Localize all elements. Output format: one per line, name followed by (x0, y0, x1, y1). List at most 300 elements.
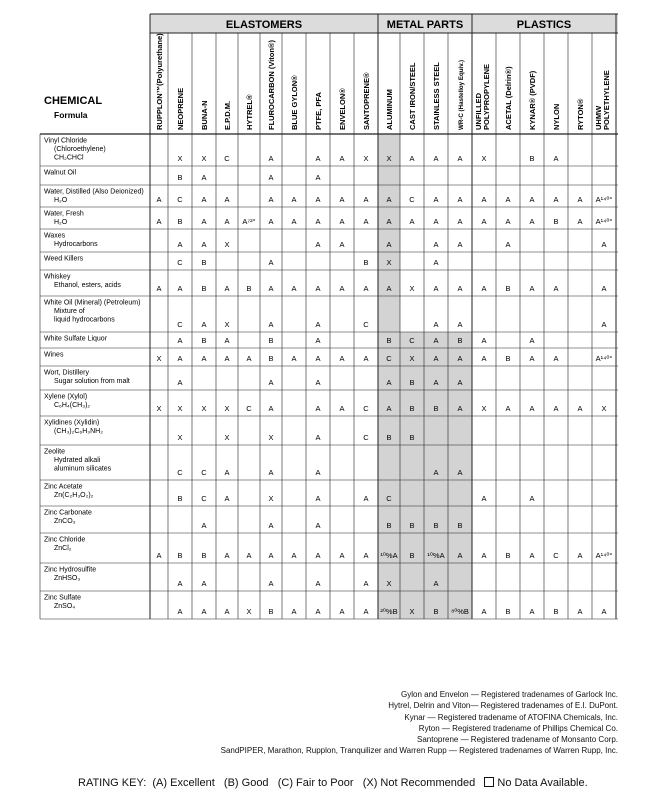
rating-cell: A (363, 551, 369, 560)
rating-cell: C (409, 195, 415, 204)
rating-cell: X (177, 154, 183, 163)
column-header: SANTOPRENE® (362, 72, 371, 130)
rating-cell: A (156, 551, 162, 560)
rating-cell: A (433, 579, 439, 588)
column-header: ALUMINUM (385, 89, 394, 130)
rating-cell: A (433, 258, 439, 267)
rating-cell: A (201, 173, 207, 182)
rating-cell: B (433, 521, 439, 530)
rating-cell: A (315, 551, 321, 560)
chemical-name: liquid hydrocarbons (54, 316, 115, 324)
rating-cell: B (505, 551, 511, 560)
rating-cell: A (291, 551, 297, 560)
rating-cell: A (268, 320, 274, 329)
chemical-name: ZnHSO₃ (54, 575, 81, 583)
column-header: POLYETHYLENE (602, 70, 611, 130)
rating-cell: B (246, 284, 252, 293)
rating-cell: A (201, 217, 207, 226)
rating-cell: A (339, 354, 345, 363)
rating-cell: ¹⁰%A (380, 551, 398, 560)
rating-cell: X (224, 320, 230, 329)
rating-cell: C (363, 320, 369, 329)
trademark-line: SandPIPER, Marathon, Rupplon, Tranquilizer and Warren Rupp — Registered tradenames of Warren Rupp, Inc. (220, 746, 618, 756)
rating-cell: A (529, 354, 535, 363)
rating-cell: A (386, 284, 392, 293)
rating-cell: A (246, 354, 252, 363)
rating-cell: A¹⁴⁰° (595, 354, 613, 363)
column-header: FLUROCARBON (Viton®) (267, 40, 276, 130)
rating-cell: X (409, 284, 415, 293)
rating-cell: X (224, 433, 230, 442)
rating-cell: A (386, 404, 392, 413)
column-header: ACETAL (Delrin®) (504, 66, 513, 130)
chemical-name: Whiskey (44, 273, 71, 281)
rating-cell: ²⁰%B (380, 607, 398, 616)
rating-cell: C (177, 468, 183, 477)
rating-cell: A (291, 284, 297, 293)
rating-cell: X (386, 579, 392, 588)
rating-cell: A (601, 607, 607, 616)
rating-cell: A (577, 551, 583, 560)
chemical-header: CHEMICAL (44, 95, 103, 107)
chemical-name: ZnSO₄ (54, 603, 76, 611)
chemical-name: Ethanol, esters, acids (54, 282, 121, 290)
rating-cell: A (224, 468, 230, 477)
chemical-name: aluminum silicates (54, 465, 112, 473)
chemical-name: H₂O (54, 197, 68, 205)
rating-cell: A (224, 217, 230, 226)
rating-cell: X (409, 607, 415, 616)
rating-cell: B (386, 521, 392, 530)
rating-cell: A (339, 217, 345, 226)
trademark-line: Santoprene — Registered tradename of Monsanto Corp. (416, 735, 618, 745)
rating-cell: X (386, 154, 392, 163)
rating-cell: A (433, 240, 439, 249)
aluminum-shading (378, 296, 400, 332)
rating-cell: A (529, 336, 535, 345)
rating-cell: X (481, 154, 487, 163)
rating-cell: B (409, 551, 415, 560)
rating-cell: C (177, 195, 183, 204)
rating-cell: A (601, 240, 607, 249)
column-header: E.P.D.M. (223, 100, 232, 130)
column-header: WR-C (Hastelloy Equiv.) (458, 59, 465, 130)
rating-cell: C (409, 336, 415, 345)
column-header: PTFE, PFA (314, 92, 323, 130)
rating-cell: A⁷²° (242, 217, 256, 226)
rating-cell: A (481, 494, 487, 503)
column-header: CAST IRON/STEEL (408, 62, 417, 130)
rating-key-item: (C) Fair to Poor (277, 777, 354, 789)
rating-cell: A (315, 378, 321, 387)
rating-cell: A (315, 173, 321, 182)
rating-cell: A (433, 354, 439, 363)
rating-cell: A (433, 336, 439, 345)
rating-cell: A (268, 579, 274, 588)
rating-cell: A (481, 217, 487, 226)
trademark-notes (150, 689, 618, 757)
rating-cell: C (224, 154, 230, 163)
rating-cell: A (553, 284, 559, 293)
rating-cell: A (268, 173, 274, 182)
chemical-name: Zinc Hydrosulfite (44, 566, 97, 574)
rating-cell: A (433, 284, 439, 293)
rating-cell: X (268, 494, 274, 503)
rating-cell: B (268, 607, 274, 616)
rating-cell: A (339, 551, 345, 560)
rating-cell: B (386, 336, 392, 345)
rating-cell: X (601, 404, 607, 413)
rating-cell: A (601, 320, 607, 329)
rating-cell: ⁸⁰%B (451, 607, 469, 616)
rating-cell: A (177, 240, 183, 249)
column-header: BLUE GYLON® (290, 75, 299, 130)
rating-cell: A (457, 468, 463, 477)
rating-cell: A (529, 284, 535, 293)
no-data-box-icon (484, 777, 494, 787)
rating-cell: A (457, 195, 463, 204)
rating-key-no-data: No Data Available. (497, 777, 588, 789)
rating-cell: C (363, 433, 369, 442)
chemical-name: Wort, Distillery (44, 369, 89, 377)
rating-cell: A (457, 217, 463, 226)
rating-cell: A (177, 354, 183, 363)
chemical-name: Hydrated alkali (54, 457, 101, 465)
rating-cell: A (315, 579, 321, 588)
chemical-name: Zinc Acetate (44, 483, 83, 491)
rating-cell: B (457, 521, 463, 530)
rating-cell: X (224, 404, 230, 413)
chemical-name: CH₂CHCl (54, 154, 84, 162)
rating-cell: X (363, 154, 369, 163)
rating-cell: A (481, 195, 487, 204)
rating-cell: B (409, 378, 415, 387)
rating-cell: B (529, 154, 535, 163)
rating-cell: C (363, 404, 369, 413)
column-header: RYTON® (576, 98, 585, 130)
rating-cell: B (505, 284, 511, 293)
rating-cell: A (363, 284, 369, 293)
rating-cell: A (315, 354, 321, 363)
chemical-name: Waxes (44, 232, 66, 240)
rating-cell: A (156, 195, 162, 204)
column-header: ENVELON® (338, 88, 347, 130)
rating-cell: B (268, 336, 274, 345)
rating-cell: X (246, 607, 252, 616)
chemical-name: Sugar solution from malt (54, 378, 130, 386)
column-header: STAINLESS STEEL (432, 62, 441, 130)
rating-cell: A (268, 154, 274, 163)
rating-cell: A (601, 284, 607, 293)
rating-cell: A (201, 354, 207, 363)
rating-cell: A (268, 468, 274, 477)
rating-cell: A (505, 217, 511, 226)
chemical-name: Vinyl Chloride (44, 137, 88, 145)
rating-cell: X (268, 433, 274, 442)
rating-cell: A (553, 404, 559, 413)
column-header: UHMW (594, 105, 603, 130)
rating-cell: B (177, 494, 183, 503)
rating-cell: B (201, 284, 207, 293)
rating-cell: A (457, 240, 463, 249)
chemical-name: H₂O (54, 219, 68, 227)
rating-cell: A (268, 521, 274, 530)
rating-cell: B (505, 354, 511, 363)
column-header: BUNA-N (200, 100, 209, 130)
rating-cell: A (291, 607, 297, 616)
rating-cell: A (224, 195, 230, 204)
rating-cell: A (315, 336, 321, 345)
group-label: PLASTICS (516, 19, 572, 31)
rating-cell: A (315, 607, 321, 616)
trademark-line: Hytrel, Delrin and Viton— Registered tradenames of E.I. DuPont. (388, 701, 618, 711)
rating-cell: A (457, 320, 463, 329)
rating-cell: A (457, 154, 463, 163)
rating-cell: ¹⁰%A (427, 551, 445, 560)
rating-cell: A (457, 551, 463, 560)
rating-cell: A (363, 494, 369, 503)
rating-cell: B (553, 607, 559, 616)
rating-cell: A (457, 354, 463, 363)
rating-cell: B (409, 521, 415, 530)
rating-cell: A (268, 404, 274, 413)
rating-cell: A (291, 195, 297, 204)
chemical-name: ZnCl₂ (54, 545, 72, 553)
rating-cell: A (315, 404, 321, 413)
rating-cell: A (457, 404, 463, 413)
rating-cell: A (386, 378, 392, 387)
rating-cell: C (386, 494, 392, 503)
rating-cell: A (268, 284, 274, 293)
rating-key-label: RATING KEY: (78, 777, 147, 789)
rating-cell: A (177, 284, 183, 293)
rating-cell: A (529, 217, 535, 226)
rating-cell: X (177, 404, 183, 413)
rating-cell: A (177, 378, 183, 387)
chemical-name: Zeolite (44, 448, 66, 456)
rating-cell: A (339, 154, 345, 163)
rating-cell: A (433, 468, 439, 477)
rating-cell: A (386, 217, 392, 226)
rating-cell: A (577, 195, 583, 204)
rating-cell: X (156, 404, 162, 413)
chemical-name: Hydrocarbons (54, 241, 98, 249)
rating-cell: A (156, 217, 162, 226)
rating-cell: A (481, 284, 487, 293)
rating-cell: A (529, 195, 535, 204)
rating-cell: C (386, 354, 392, 363)
rating-cell: A (224, 284, 230, 293)
rating-cell: B (409, 433, 415, 442)
rating-cell: C (177, 258, 183, 267)
rating-cell: A (268, 217, 274, 226)
rating-cell: A (553, 195, 559, 204)
rating-cell: C (553, 551, 559, 560)
rating-cell: A (339, 284, 345, 293)
rating-cell: A¹⁴⁰° (595, 195, 613, 204)
rating-cell: A (409, 154, 415, 163)
column-header: RUPPLON™(Polyurethane) (155, 33, 164, 130)
chemical-name: Xylidines (Xylidin) (44, 419, 100, 427)
rating-cell: A (201, 521, 207, 530)
rating-cell: B (201, 551, 207, 560)
rating-cell: B (201, 336, 207, 345)
rating-cell: A (339, 195, 345, 204)
rating-cell: A (315, 217, 321, 226)
chemical-name: Xylene (Xylol) (44, 393, 88, 401)
rating-cell: A (177, 336, 183, 345)
column-header: NEOPRENE (176, 87, 185, 130)
chemical-name: Weed Killers (44, 255, 84, 263)
rating-cell: A (268, 378, 274, 387)
rating-cell: A¹⁴⁰° (595, 551, 613, 560)
rating-cell: A (315, 284, 321, 293)
rating-cell: A (433, 217, 439, 226)
rating-cell: A (315, 468, 321, 477)
rating-cell: A (553, 154, 559, 163)
chemical-name: Zinc Carbonate (44, 509, 92, 517)
aluminum-shading (378, 166, 400, 185)
rating-cell: A (315, 154, 321, 163)
rating-cell: A (433, 195, 439, 204)
chemical-name: ZnCO₃ (54, 518, 76, 526)
rating-cell: A (315, 521, 321, 530)
rating-key (78, 777, 588, 789)
rating-cell: A (386, 240, 392, 249)
rating-key-item: (B) Good (223, 777, 269, 789)
rating-cell: A¹⁴⁰° (595, 217, 613, 226)
rating-cell: X (201, 404, 207, 413)
rating-cell: A (339, 404, 345, 413)
rating-cell: X (156, 354, 162, 363)
rating-cell: B (457, 336, 463, 345)
rating-cell: A (363, 607, 369, 616)
rating-cell: A (224, 607, 230, 616)
rating-cell: A (481, 607, 487, 616)
chemical-name: Mixture of (54, 308, 85, 316)
rating-cell: X (201, 154, 207, 163)
rating-cell: B (268, 354, 274, 363)
rating-cell: B (433, 404, 439, 413)
rating-cell: A (315, 494, 321, 503)
rating-cell: A (433, 320, 439, 329)
group-label: METAL PARTS (386, 19, 464, 31)
rating-cell: A (201, 240, 207, 249)
rating-cell: B (433, 607, 439, 616)
rating-cell: C (246, 404, 252, 413)
rating-cell: B (177, 551, 183, 560)
chemical-name: Zinc Sulfate (44, 594, 81, 602)
rating-cell: A (177, 579, 183, 588)
rating-cell: A (224, 551, 230, 560)
rating-cell: A (339, 240, 345, 249)
rating-cell: A (246, 551, 252, 560)
rating-cell: A (529, 404, 535, 413)
rating-cell: A (409, 217, 415, 226)
rating-key-item: (X) Not Recommended (362, 777, 476, 789)
column-header: HYTREL® (245, 94, 254, 130)
chemical-name: (Chloroethylene) (54, 146, 106, 154)
column-header: NYLON (552, 103, 561, 130)
rating-cell: A (315, 433, 321, 442)
rating-cell: A (268, 258, 274, 267)
rating-cell: A (457, 284, 463, 293)
trademark-line: Ryton — Registered tradename of Phillips Chemical Co. (418, 723, 618, 733)
rating-cell: A (505, 240, 511, 249)
rating-cell: A (315, 240, 321, 249)
rating-cell: A (433, 378, 439, 387)
rating-cell: A (457, 378, 463, 387)
rating-cell: B (177, 173, 183, 182)
rating-cell: X (409, 354, 415, 363)
rating-cell: A (363, 195, 369, 204)
rating-cell: A (363, 354, 369, 363)
rating-cell: B (386, 433, 392, 442)
trademark-line: Gylon and Envelon — Registered tradenames of Garlock Inc. (401, 690, 618, 699)
rating-cell: B (201, 258, 207, 267)
rating-cell: X (481, 404, 487, 413)
rating-cell: A (156, 284, 162, 293)
chemical-name: C₆H₄(CH₃)₂ (54, 402, 91, 410)
chemical-name: Wines (44, 351, 64, 359)
rating-cell: A (363, 579, 369, 588)
rating-cell: A (505, 404, 511, 413)
rating-cell: A (577, 607, 583, 616)
rating-cell: A (577, 217, 583, 226)
chemical-name: (CH₃)₂C₆H₃NH₂ (54, 428, 103, 436)
rating-cell: A (529, 494, 535, 503)
chemical-name: Zinc Chloride (44, 536, 86, 544)
column-header: UNFILLED (474, 92, 483, 130)
rating-cell: A (291, 354, 297, 363)
column-header: POLYPROPYLENE (482, 64, 491, 130)
rating-cell: C (201, 468, 207, 477)
rating-cell: A (481, 354, 487, 363)
trademark-line: Kynar — Registered tradename of ATOFINA Chemicals, Inc. (404, 712, 618, 722)
rating-cell: B (363, 258, 369, 267)
rating-cell: A (577, 404, 583, 413)
rating-cell: A (433, 154, 439, 163)
rating-cell: B (409, 404, 415, 413)
rating-cell: A (177, 607, 183, 616)
rating-cell: A (386, 195, 392, 204)
rating-cell: A (481, 551, 487, 560)
rating-cell: A (315, 195, 321, 204)
rating-cell: A (268, 551, 274, 560)
rating-cell: X (224, 240, 230, 249)
rating-cell: X (386, 258, 392, 267)
chemical-name: White Oil (Mineral) (Petroleum) (44, 299, 141, 307)
rating-cell: A (201, 579, 207, 588)
group-label: ELASTOMERS (225, 19, 303, 31)
chemical-name: Walnut Oil (44, 169, 77, 177)
rating-cell: A (201, 195, 207, 204)
rating-cell: A (339, 607, 345, 616)
rating-cell: C (201, 494, 207, 503)
rating-key-item: (A) Excellent (152, 777, 215, 789)
rating-cell: A (481, 336, 487, 345)
rating-cell: B (177, 217, 183, 226)
rating-cell: A (268, 195, 274, 204)
rating-cell: A (291, 217, 297, 226)
rating-cell: A (529, 551, 535, 560)
rating-cell: A (224, 336, 230, 345)
rating-cell: A (224, 494, 230, 503)
chemical-name: White Sulfate Liquor (44, 335, 108, 343)
rating-cell: A (201, 607, 207, 616)
rating-cell: A (553, 354, 559, 363)
rating-cell: A (315, 320, 321, 329)
